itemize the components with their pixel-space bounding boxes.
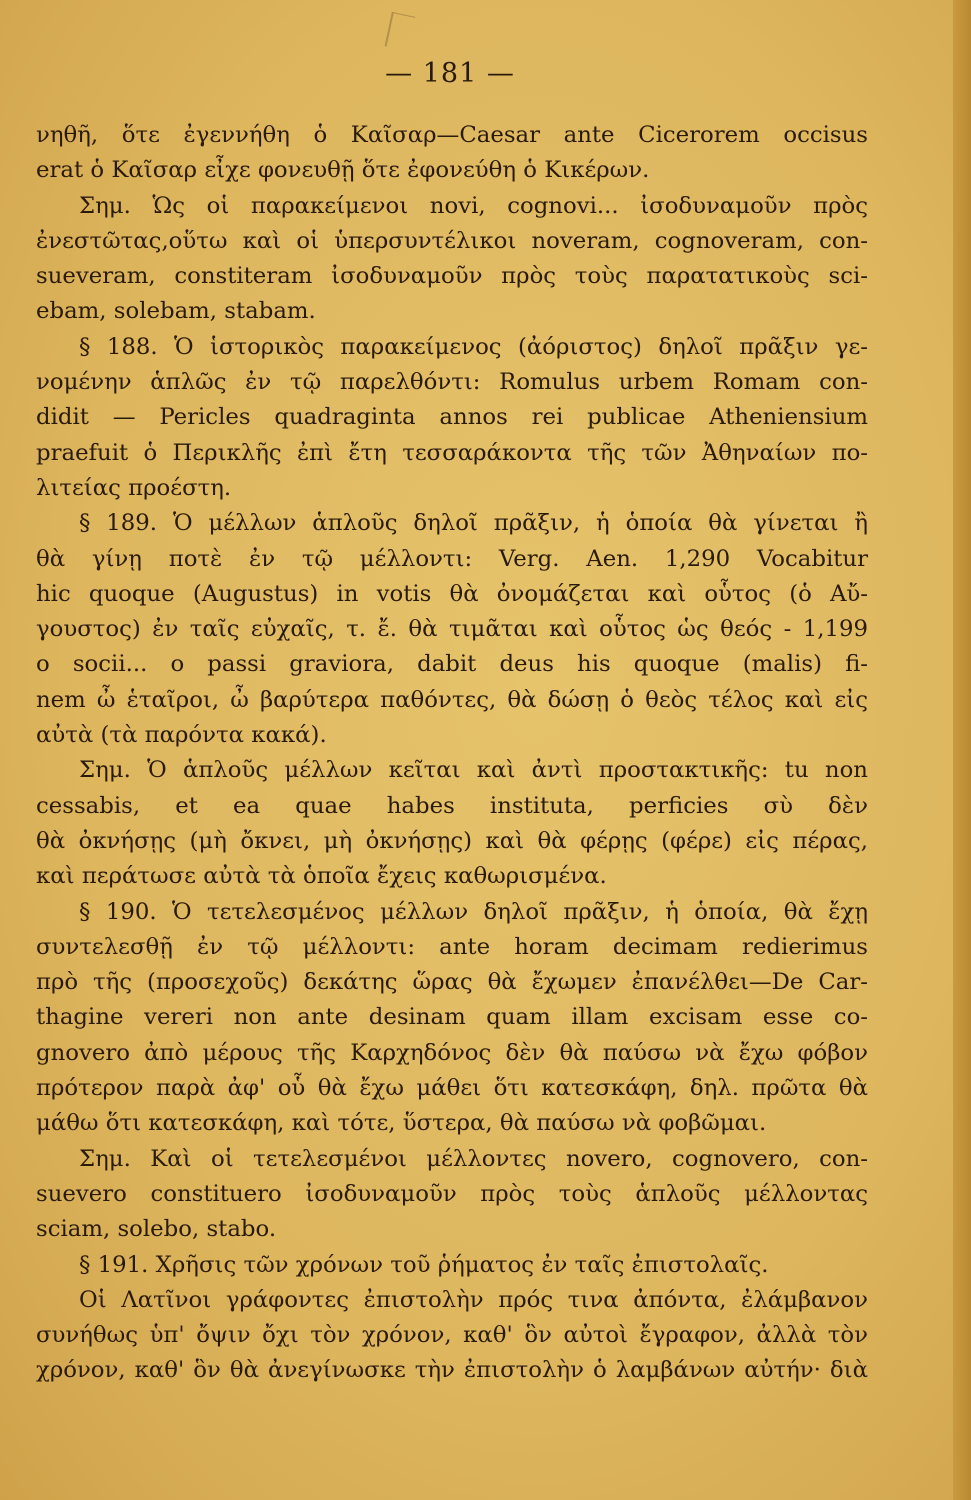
text-line: hic quoque (Augustus) in votis θὰ ὀνομάζεται καὶ οὗτος (ὁ Αὔ- — [36, 580, 868, 607]
text-line: suevero constituero ἰσοδυναμοῦν πρὸς τοὺς ἁπλοῦς μέλλοντας — [36, 1180, 868, 1207]
text-line: thagine vereri non ante desinam quam illam excisam esse co- — [36, 1004, 868, 1031]
text-line: νηθῆ, ὅτε ἐγεννήθη ὁ Καῖσαρ—Caesar ante Cicerorem occisus — [36, 122, 868, 148]
text-line: gnovero ἀπὸ μέρους τῆς Καρχηδόνος δὲν θὰ παύσω νὰ ἔχω φόβον — [36, 1039, 868, 1066]
text-line: πρότερον παρὰ ἀφ' οὗ θὰ ἔχω μάθει ὅτι κατεσκάφη, δηλ. πρῶτα θὰ — [36, 1075, 868, 1102]
section-188-heading: § 188. Ὁ ἱστορικὸς παρακείμενος (ἀόριστος) δηλοῖ πρᾶξιν γε- — [79, 333, 868, 360]
text-line: o socii... o passi graviora, dabit deus his quoque (malis) fi- — [36, 651, 868, 678]
text-line: sueveram, constiteram ἰσοδυναμοῦν πρὸς τοὺς παρατατικοὺς sci- — [36, 263, 868, 290]
text-line: συνήθως ὑπ' ὄψιν ὄχι τὸν χρόνον, καθ' ὃν αὐτοὶ ἔγραφον, ἀλλὰ τὸν — [36, 1322, 868, 1349]
text-line: ἐνεστῶτας,οὕτω καὶ οἱ ὑπερσυντέλικοι noveram, cognoveram, con- — [36, 227, 868, 254]
body-text — [36, 118, 868, 1389]
text-line: erat ὁ Καῖσαρ εἶχε φονευθῇ ὅτε ἐφονεύθη ὁ Κικέρων. — [36, 157, 650, 184]
text-line: ebam, solebam, stabam. — [36, 298, 316, 325]
text-line: αὐτὰ (τὰ παρόντα κακά). — [36, 722, 327, 749]
text-line: καὶ περάτωσε αὐτὰ τὰ ὁποῖα ἔχεις καθωρισμένα. — [36, 863, 607, 890]
text-line: praefuit ὁ Περικλῆς ἐπὶ ἔτη τεσσαράκοντα τῆς τῶν Ἀθηναίων πο- — [36, 439, 868, 466]
note-line: Σημ. Ὁ ἁπλοῦς μέλλων κεῖται καὶ ἀντὶ προστακτικῆς: tu non — [79, 757, 868, 784]
pencil-mark — [385, 12, 416, 51]
page-edge — [953, 0, 971, 1500]
section-191-heading: § 191. Χρῆσις τῶν χρόνων τοῦ ῥήματος ἐν ταῖς ἐπιστολαῖς. — [79, 1251, 769, 1278]
text-line: θὰ ὀκνήσῃς (μὴ ὄκνει, μὴ ὀκνήσῃς) καὶ θὰ φέρῃς (φέρε) εἰς πέρας, — [36, 827, 868, 854]
text-line: χρόνον, καθ' ὃν θὰ ἀνεγίνωσκε τὴν ἐπιστολὴν ὁ λαμβάνων αὐτήν· διὰ — [36, 1357, 868, 1384]
text-line: νομένην ἁπλῶς ἐν τῷ παρελθόντι: Romulus urbem Romam con- — [36, 369, 868, 396]
text-line: μάθω ὅτι κατεσκάφη, καὶ τότε, ὕστερα, θὰ παύσω νὰ φοβῶμαι. — [36, 1110, 767, 1137]
text-line: πρὸ τῆς (προσεχοῦς) δεκάτης ὥρας θὰ ἔχωμεν ἐπανέλθει—De Car- — [36, 969, 868, 996]
note-line: Σημ. Ὡς οἱ παρακείμενοι novi, cognovi... ἰσοδυναμοῦν πρὸς — [79, 192, 868, 219]
page-number: — 181 — — [385, 58, 515, 89]
section-190-heading: § 190. Ὁ τετελεσμένος μέλλων δηλοῖ πρᾶξιν, ἡ ὁποία, θὰ ἔχῃ — [79, 898, 868, 925]
text-line: nem ὦ ἑταῖροι, ὦ βαρύτερα παθόντες, θὰ δώσῃ ὁ θεὸς τέλος καὶ εἰς — [36, 686, 868, 713]
text-line: λιτείας προέστη. — [36, 474, 232, 501]
text-line: cessabis, et ea quae habes instituta, perficies σὺ δὲν — [36, 792, 868, 819]
text-line: Οἱ Λατῖνοι γράφοντες ἐπιστολὴν πρός τινα ἀπόντα, ἐλάμβανον — [79, 1286, 868, 1313]
text-line: didit — Pericles quadraginta annos rei publicae Atheniensium — [36, 404, 868, 431]
text-line: θὰ γίνῃ ποτὲ ἐν τῷ μέλλοντι: Verg. Aen. 1,290 Vocabitur — [36, 545, 868, 572]
text-line: γουστος) ἐν ταῖς εὐχαῖς, τ. ἔ. θὰ τιμᾶται καὶ οὗτος ὡς θεός - 1,199 — [36, 616, 868, 643]
text-line: συντελεσθῇ ἐν τῷ μέλλοντι: ante horam decimam redierimus — [36, 933, 868, 960]
note-line: Σημ. Καὶ οἱ τετελεσμένοι μέλλοντες novero, cognovero, con- — [79, 1145, 868, 1172]
text-line: sciam, solebo, stabo. — [36, 1216, 277, 1243]
section-189-heading: § 189. Ὁ μέλλων ἁπλοῦς δηλοῖ πρᾶξιν, ἡ ὁποία θὰ γίνεται ἢ — [79, 510, 868, 537]
